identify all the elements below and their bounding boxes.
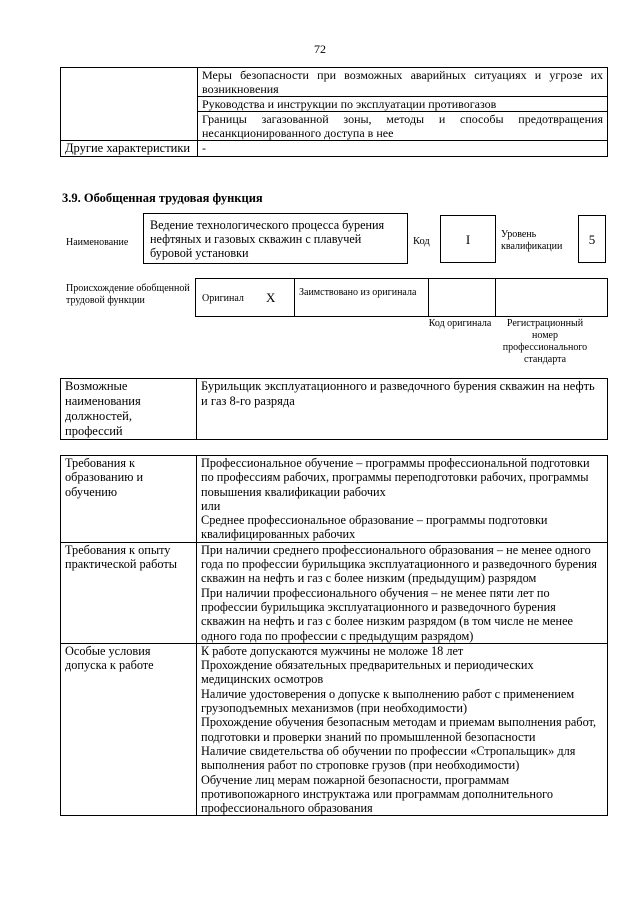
positions-label: Возможные наименования должностей, профессий bbox=[61, 379, 197, 440]
origin-box bbox=[195, 278, 608, 317]
code-label: Код bbox=[413, 236, 430, 247]
positions-value: Бурильщик эксплуатационного и разведочного бурения скважин на нефть и газ 8-го разряда bbox=[197, 379, 608, 440]
borrowed-label: Заимствовано из оригинала bbox=[299, 287, 417, 298]
function-name-box: Ведение технологического процесса бурения нефтяных и газовых скважин с плавучей буровой установки bbox=[143, 213, 408, 264]
reg-number-caption: Регистрационный номер профессионального стандарта bbox=[502, 318, 588, 365]
requirement-label: Особые условия допуска к работе bbox=[61, 643, 197, 816]
requirement-line: Среднее профессиональное образование – программы подготовки квалифицированных рабочих bbox=[201, 513, 548, 542]
requirement-line: Наличие свидетельства об обучении по профессии «Стропальщик» для выполнения работ по строповке грузов (при необходимости) bbox=[201, 743, 576, 773]
requirement-value bbox=[197, 643, 608, 816]
positions-table bbox=[60, 378, 608, 440]
table-row bbox=[61, 456, 608, 543]
knowledge-item: Руководства и инструкции по эксплуатации противогазов bbox=[198, 97, 608, 112]
knowledge-item: Меры безопасности при возможных аварийных ситуациях и угрозе их возникновения bbox=[198, 68, 608, 97]
requirement-label: Требования к образованию и обучению bbox=[61, 456, 197, 543]
code-value-box: I bbox=[440, 215, 496, 263]
knowledge-table bbox=[60, 67, 608, 157]
requirement-label: Требования к опыту практической работы bbox=[61, 542, 197, 643]
empty-label-cell bbox=[61, 68, 198, 141]
requirement-line: При наличии среднего профессионального образования – не менее одного года по профессии бурильщика эксплуатационного и разведочного бурения скважин на нефть и газ с более низким (предыдущим) разрядом bbox=[201, 542, 597, 586]
table-row bbox=[61, 379, 608, 440]
other-characteristics-label: Другие характеристики bbox=[61, 141, 198, 157]
original-mark: X bbox=[266, 290, 276, 305]
table-row bbox=[61, 643, 608, 816]
other-characteristics-value: - bbox=[198, 141, 608, 157]
code-original-caption: Код оригинала bbox=[428, 318, 492, 329]
name-label: Наименование bbox=[66, 237, 129, 248]
section-title: 3.9. Обобщенная трудовая функция bbox=[62, 191, 263, 205]
requirement-line: Обучение лиц мерам пожарной безопасности, программам противопожарного инструктажа или программам дополнительного профессионального образования bbox=[201, 772, 554, 816]
requirement-line: Наличие удостоверения о допуске к выполнению работ с применением грузоподъемных механизмов (при необходимости) bbox=[201, 686, 575, 716]
requirements-table bbox=[60, 455, 608, 816]
requirement-value bbox=[197, 542, 608, 643]
table-row bbox=[61, 542, 608, 643]
requirement-line: К работе допускаются мужчины не моложе 18 лет bbox=[201, 643, 464, 658]
original-label: Оригинал bbox=[202, 293, 244, 304]
requirement-line: Профессиональное обучение – программы профессиональной подготовки по профессиям рабочих, программы переподготовки рабочих, программы повышения квалификации рабочих bbox=[201, 456, 590, 499]
level-label: Уровень квалификации bbox=[501, 229, 563, 252]
divider bbox=[428, 278, 429, 317]
divider bbox=[495, 278, 496, 317]
requirement-line: Прохождение обучения безопасным методам и приемам выполнения работ, подготовки и проверки знаний по промышленной безопасности bbox=[201, 715, 597, 744]
requirement-line: Прохождение обязательных предварительных и периодических медицинских осмотров bbox=[201, 658, 534, 687]
divider bbox=[294, 278, 295, 317]
knowledge-item: Границы загазованной зоны, методы и способы предотвращения несанкционированного доступа в нее bbox=[198, 112, 608, 141]
level-value-box: 5 bbox=[578, 215, 606, 263]
table-row bbox=[61, 141, 608, 157]
origin-label: Происхождение обобщенной трудовой функции bbox=[66, 283, 190, 306]
table-row bbox=[61, 68, 608, 97]
requirement-value bbox=[197, 456, 608, 543]
requirement-line: или bbox=[201, 498, 221, 513]
requirement-line: При наличии профессионального обучения – не менее пяти лет по профессии бурильщика эксплуатационного и разведочного бурения скважин на нефть и газ с более низким разрядом (в том числе не менее одного года по профессии с предыдущим разрядом) bbox=[201, 585, 574, 643]
page-number: 72 bbox=[314, 42, 326, 56]
